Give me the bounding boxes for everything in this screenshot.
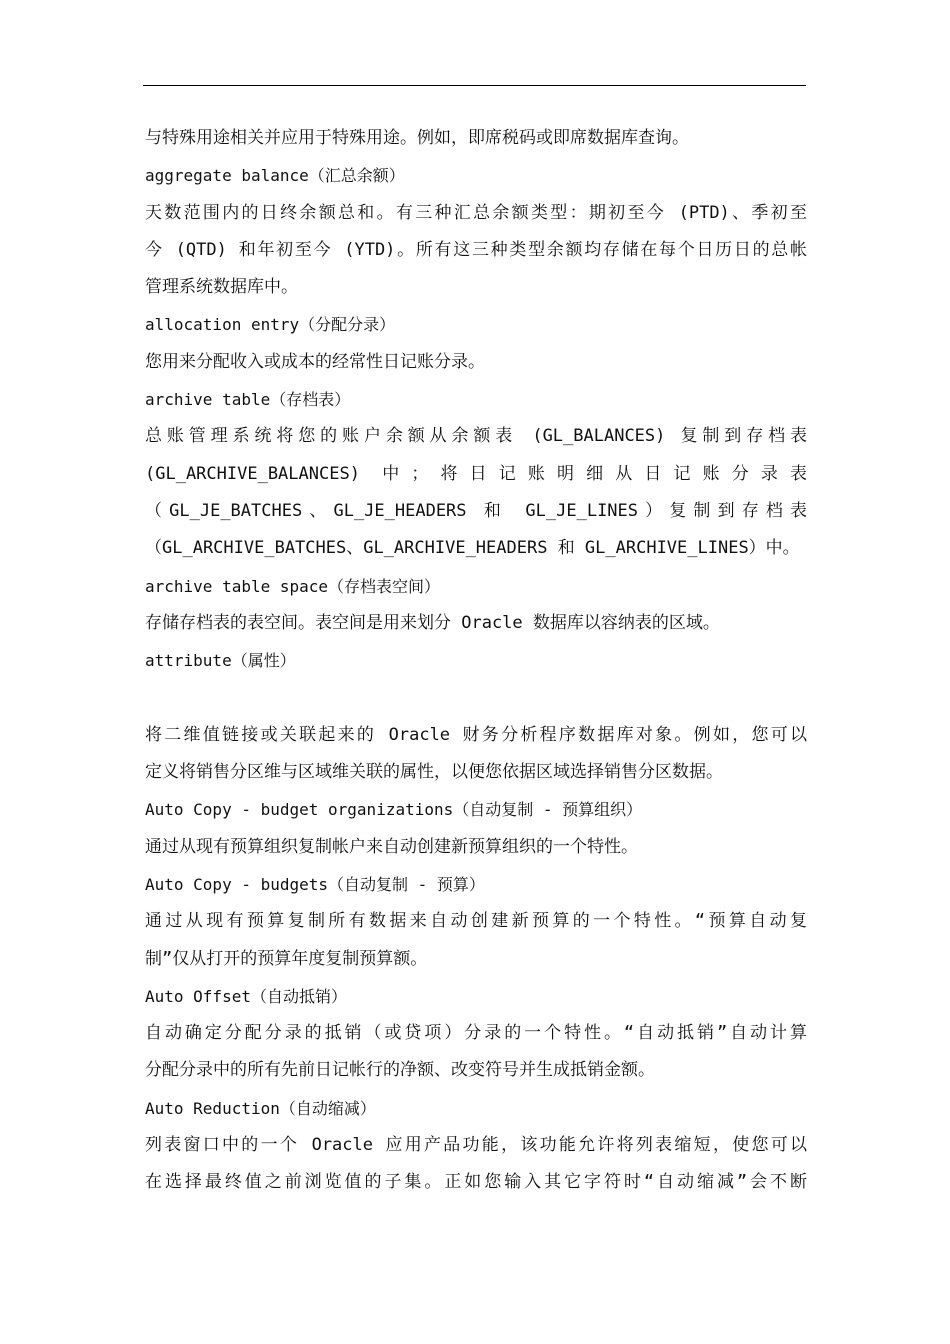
paragraph-line: 今 (QTD) 和年初至今 (YTD)。所有这三种类型余额均存储在每个日历日的总帐 xyxy=(145,239,807,260)
paragraph-line: 制”仅从打开的预算年度复制预算额。 xyxy=(145,948,428,969)
paragraph-line: 通过从现有预算组织复制帐户来自动创建新预算组织的一个特性。 xyxy=(145,836,638,857)
paragraph-line: 存储存档表的表空间。表空间是用来划分 Oracle 数据库以容纳表的区域。 xyxy=(145,612,720,633)
paragraph-line: 自动确定分配分录的抵销（或贷项）分录的一个特性。“自动抵销”自动计算 xyxy=(145,1023,807,1044)
paragraph-line: (GL_ARCHIVE_BALANCES) 中；将日记账明细从日记账分录表 xyxy=(145,463,807,484)
paragraph-line: 天数范围内的日终余额总和。有三种汇总余额类型：期初至今 (PTD)、季初至 xyxy=(145,202,807,223)
paragraph-line: 定义将销售分区维与区域维关联的属性，以便您依据区域选择销售分区数据。 xyxy=(145,762,723,783)
paragraph-line: 与特殊用途相关并应用于特殊用途。例如，即席税码或即席数据库查询。 xyxy=(145,128,689,148)
term-heading-allocation-entry: allocation entry（分配分录） xyxy=(145,315,396,335)
paragraph-line: 将二维值链接或关联起来的 Oracle 财务分析程序数据库对象。例如，您可以 xyxy=(145,724,807,745)
term-heading-aggregate-balance: aggregate balance（汇总余额） xyxy=(145,166,405,186)
term-heading-auto-copy-budget-organizations: Auto Copy - budget organizations（自动复制 - 预算组织） xyxy=(145,800,643,820)
paragraph-line: 您用来分配收入或成本的经常性日记账分录。 xyxy=(145,351,485,372)
blank-line xyxy=(145,679,807,716)
term-heading-auto-offset: Auto Offset（自动抵销） xyxy=(145,986,347,1006)
term-heading-archive-table: archive table（存档表） xyxy=(145,390,351,410)
term-heading-archive-table-space: archive table space（存档表空间） xyxy=(145,576,441,596)
paragraph-line: 总账管理系统将您的账户余额从余额表 (GL_BALANCES) 复制到存档表 xyxy=(145,426,807,447)
paragraph-line: 列表窗口中的一个 Oracle 应用产品功能，该功能允许将列表缩短，使您可以 xyxy=(145,1135,807,1156)
paragraph-line: 管理系统数据库中。 xyxy=(145,277,298,298)
paragraph-line: （GL_ARCHIVE_BATCHES、GL_ARCHIVE_HEADERS 和 GL_ARCHIVE_LINES）中。 xyxy=(145,538,800,559)
term-heading-auto-reduction: Auto Reduction（自动缩减） xyxy=(145,1098,376,1118)
term-heading-auto-copy-budgets: Auto Copy - budgets（自动复制 - 预算） xyxy=(145,874,485,894)
term-heading-attribute: attribute（属性） xyxy=(145,651,296,671)
document-body xyxy=(145,120,807,1202)
paragraph-line: （GL_JE_BATCHES、GL_JE_HEADERS 和 GL_JE_LINES）复制到存档表 xyxy=(145,500,807,521)
paragraph-line: 在选择最终值之前浏览值的子集。正如您输入其它字符时“自动缩减”会不断 xyxy=(145,1172,807,1193)
header-rule xyxy=(143,85,806,86)
paragraph-line: 通过从现有预算复制所有数据来自动创建新预算的一个特性。“预算自动复 xyxy=(145,911,807,932)
paragraph-line: 分配分录中的所有先前日记帐行的净额、改变符号并生成抵销金额。 xyxy=(145,1060,655,1081)
